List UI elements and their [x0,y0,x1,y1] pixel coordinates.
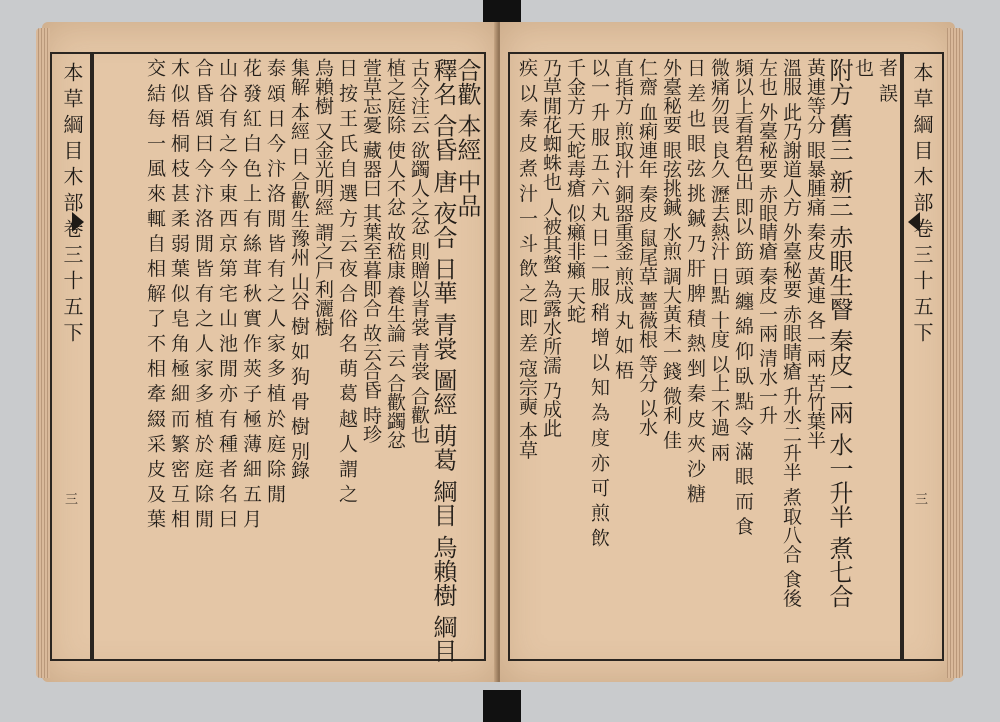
text-column: 溫服 此乃謝道人方 外臺秘要 赤眼睛瘡 升水二升半 煮取八合 食後 [780,58,802,608]
text-column: 疾 以 秦 皮 煮 汁 一 斗 飲 之 即 差 寇宗奭 本草 [516,58,538,460]
left-text-area [98,58,481,663]
text-column: 交 結 每 一 風 來 輒 自 相 解 了 不 相 牽 綴 采 皮 及 葉 [144,58,166,528]
text-column: 泰 頌 日 今 汴 洛 閒 皆 有 之 人 家 多 植 於 庭 除 閒 [264,58,286,503]
right-page-heading: 本草綱目木部卷三十五下 [910,62,934,348]
text-column: 山 谷 有 之 今 東 西 京 第 宅 山 池 閒 亦 有 種 者 名 曰 [216,58,238,528]
text-column: 頻以上看碧色出 即以 筯 頭 纏 綿 仰 臥 點 令 滿 眼 而 食 [732,58,754,536]
left-page [42,22,497,682]
text-column: 合歡 本經 中品 [453,58,481,218]
text-column: 黃連等分 眼暴腫痛 秦皮 黃連 各一兩 苦竹葉半 [804,58,826,450]
page-edges-left [36,28,50,678]
text-column: 乃草閒花蜘蛛也 人被其螫 為露水所濡 乃成此 [540,58,562,438]
right-text-area [514,58,898,653]
text-column: 合 昏 頌 曰 今 汴 洛 閒 皆 有 之 人 家 多 植 於 庭 除 閒 [192,58,214,528]
text-column: 直指方 煎取汁 銅器重釜 煎成 丸 如 梧 [612,58,634,380]
left-page-number: 三 [62,492,77,505]
text-column: 外臺秘要 眼弦挑鍼 水煎 調大黃末一錢 微利 佳 [660,58,682,450]
text-column: 萱草忘憂 藏器曰 其葉至暮即合 故云合昏 時珍 [360,58,382,444]
text-column: 仁齋 血痢連年 秦皮 鼠尾草 薔薇根 等分 以水 [636,58,658,437]
left-page-heading-column [50,52,94,661]
text-column: 集解 本經 日 合歡生豫州 山谷 樹 如 狗 骨 樹 別錄 [288,58,310,480]
page-edges-right [947,28,963,678]
text-column: 日 按 王 氏 自 選 方 云 夜 合 俗 名 萌 葛 越 人 謂 之 [336,58,358,503]
text-column: 千金方 天蛇毒瘡 似癩非癩 天蛇 [564,58,586,324]
fish-tail-mark [72,212,84,232]
fish-tail-mark [908,212,920,232]
right-page-heading-column [900,52,944,661]
text-column: 以一 升 服 五 六 丸 日 二 服 稍 增 以 知 為 度 亦 可 煎 飲 [588,58,610,547]
text-column: 古今注云 欲蠲人之忿 則贈以青裳 青裳 合歡也 [408,58,430,444]
text-column: 微痛勿畏 良久 瀝去熱汁 日點 十度 以上 不過 兩 [708,58,730,462]
right-page-number: 三 [912,492,927,505]
text-column: 花 發 紅 白 色 上 有 絲 茸 秋 實 作 莢 子 極 薄 細 五 月 [240,58,262,528]
text-column: 附方 舊三 新三 赤眼生瞖 秦皮一兩 水一升半 煮七合 [825,58,853,608]
text-column: 左也 外臺秘要 赤眼睛瘡 秦皮一兩 清水一升 [756,58,778,425]
text-column: 日 差 也 眼 弦 挑 鍼 乃 肝 脾 積 熱 剉 秦 皮 夾 沙 糖 [684,58,706,503]
left-page-heading: 本草綱目木部卷三十五下 [60,62,84,348]
text-column: 者 誤 [876,58,898,103]
text-column: 木 似 梧 桐 枝 甚 柔 弱 葉 似 皂 角 極 細 而 繁 密 互 相 [168,58,190,528]
text-column: 釋名 合昏 唐 夜合 日華 青裳 圖經 萌葛 綱目 烏賴樹 綱目 [429,58,457,663]
text-column: 植之庭除 使人不忿 故嵇康 養生論 云 合歡蠲忿 [384,58,406,450]
right-page [500,22,955,682]
open-book [42,22,960,692]
text-column: 烏賴樹 又金光明經 謂之尸利灑樹 [312,58,334,337]
binding-strip-bottom [483,690,521,722]
text-column: 也 [852,58,874,77]
